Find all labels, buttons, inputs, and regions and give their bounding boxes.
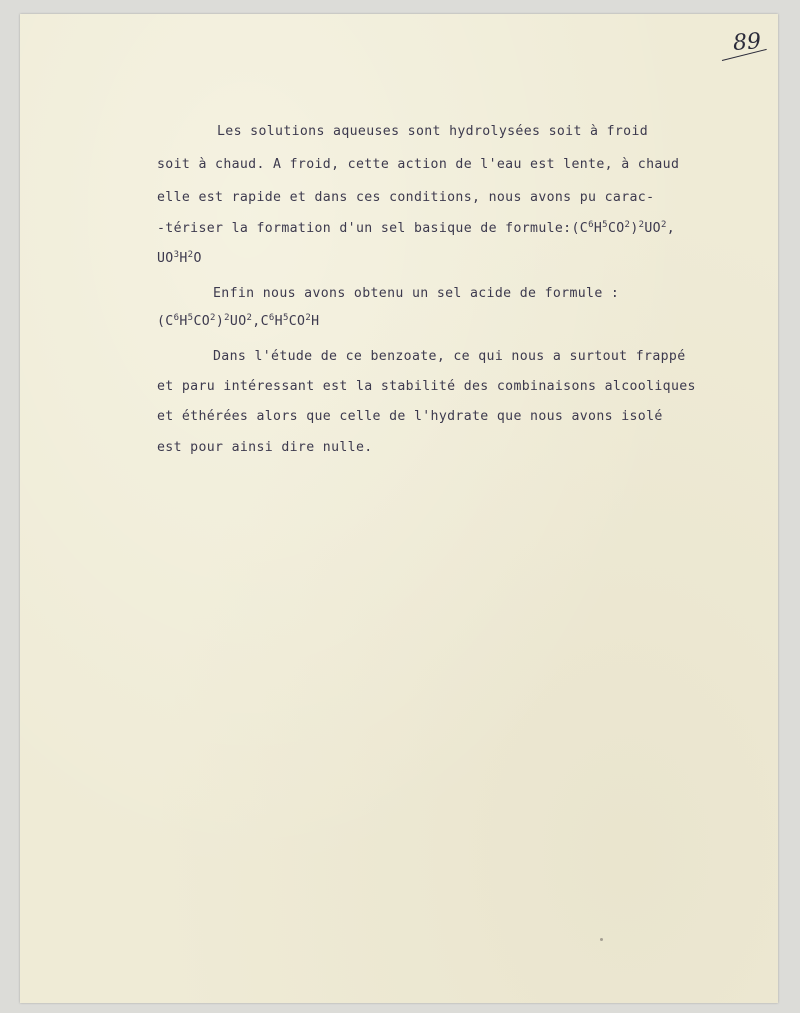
handwritten-page-number: 89: [732, 29, 762, 56]
paragraph-1-line-4: [157, 221, 675, 236]
ink-speck: [600, 938, 603, 941]
paragraph-1-line-2: soit à chaud. A froid, cette action de l'eau est lente, à chaud: [157, 157, 680, 172]
formula-basic-salt: $(C^6H^5CO^2)^2UO^2$,: [571, 220, 676, 236]
formula-basic-salt-line-2: $UO^3H^2O$: [157, 250, 202, 266]
paragraph-3-line-3: et éthérées alors que celle de l'hydrate que nous avons isolé: [157, 409, 663, 424]
paragraph-3-line-2: et paru intéressant est la stabilité des combinaisons alcooliques: [157, 379, 696, 394]
paragraph-1-line-3: elle est rapide et dans ces conditions, nous avons pu carac-: [157, 190, 655, 205]
paragraph-1-line-1: Les solutions aqueuses sont hydrolysées soit à froid: [217, 124, 649, 139]
paragraph-3-line-1: Dans l'étude de ce benzoate, ce qui nous a surtout frappé: [213, 349, 686, 364]
paragraph-1-line-4-text: -tériser la formation d'un sel basique de formule:: [157, 221, 572, 236]
paragraph-2-line-1: Enfin nous avons obtenu un sel acide de formule :: [213, 286, 620, 301]
paragraph-3-line-4: est pour ainsi dire nulle.: [157, 440, 373, 455]
formula-acid-salt: $(C^6H^5CO^2)^2UO^2,C^6H^5CO^2H$: [157, 313, 320, 329]
